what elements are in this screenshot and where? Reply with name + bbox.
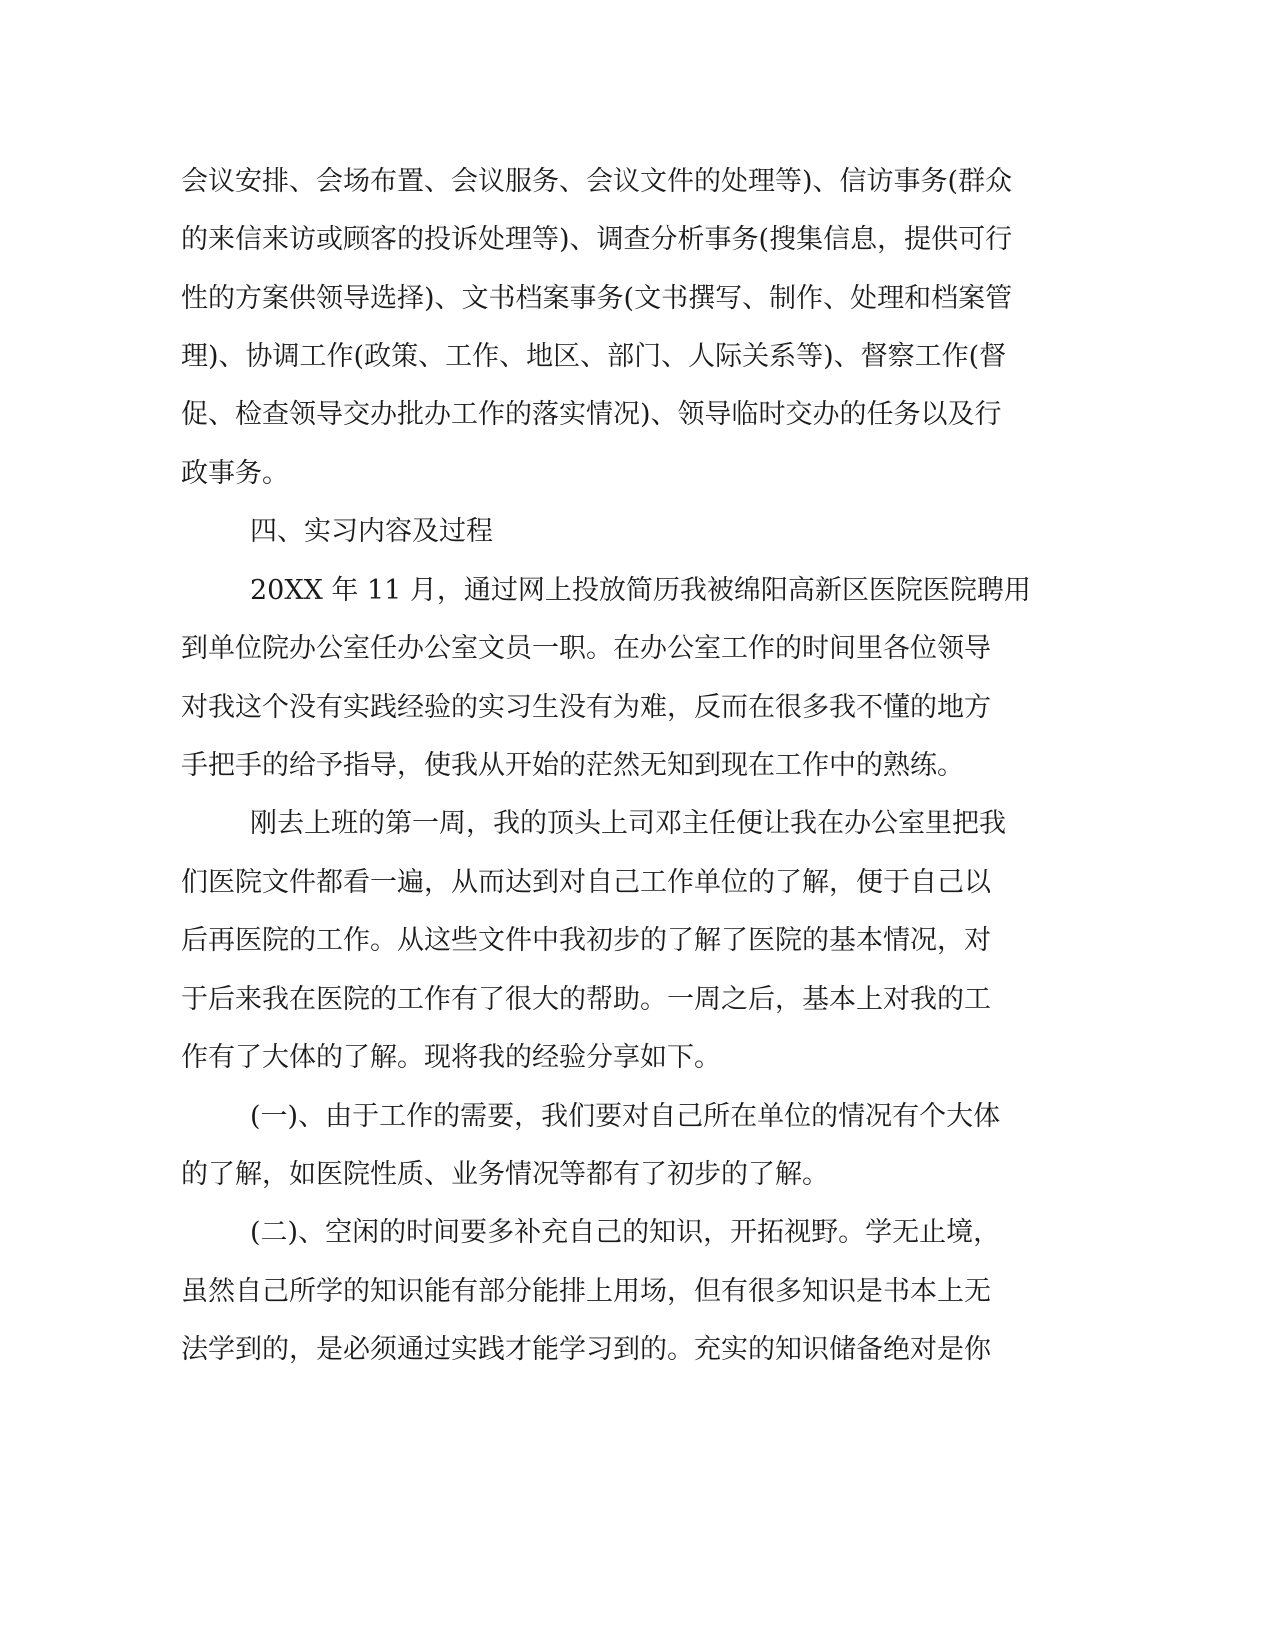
text-line: 虽然自己所学的知识能有部分能排上用场，但有很多知识是书本上无 — [181, 1276, 991, 1307]
text-line: 理)、协调工作(政策、工作、地区、部门、人际关系等)、督察工作(督 — [181, 341, 1007, 372]
text-line: 对我这个没有实践经验的实习生没有为难，反而在很多我不懂的地方 — [181, 692, 991, 723]
text-line: 法学到的，是必须通过实践才能学习到的。充实的知识储备绝对是你 — [181, 1334, 991, 1365]
text-line: 20XX 年 11 月，通过网上投放简历我被绵阳高新区医院医院聘用 — [250, 575, 1031, 606]
text-line: 政事务。 — [181, 458, 289, 489]
text-line: 的来信来访或顾客的投诉处理等)、调查分析事务(搜集信息，提供可行 — [181, 224, 1013, 255]
text-line: 的了解，如医院性质、业务情况等都有了初步的了解。 — [181, 1159, 829, 1190]
text-line: (一)、由于工作的需要，我们要对自己所在单位的情况有个大体 — [250, 1101, 1001, 1132]
text-line: 促、检查领导交办批办工作的落实情况)、领导临时交办的任务以及行 — [181, 399, 1002, 430]
text-line: 们医院文件都看一遍，从而达到对自己工作单位的了解，便于自己以 — [181, 867, 991, 898]
section-heading: 四、实习内容及过程 — [250, 516, 493, 547]
text-line: 于后来我在医院的工作有了很大的帮助。一周之后，基本上对我的工 — [181, 984, 991, 1015]
text-line: 作有了大体的了解。现将我的经验分享如下。 — [181, 1042, 721, 1073]
text-line: 会议安排、会场布置、会议服务、会议文件的处理等)、信访事务(群众 — [181, 166, 1013, 197]
text-line: 手把手的给予指导，使我从开始的茫然无知到现在工作中的熟练。 — [181, 750, 964, 781]
text-line: (二)、空闲的时间要多补充自己的知识，开拓视野。学无止境， — [250, 1217, 1001, 1248]
text-line: 到单位院办公室任办公室文员一职。在办公室工作的时间里各位领导 — [181, 633, 991, 664]
text-line: 性的方案供领导选择)、文书档案事务(文书撰写、制作、处理和档案管 — [181, 283, 1013, 314]
text-line: 刚去上班的第一周，我的顶头上司邓主任便让我在办公室里把我 — [250, 808, 1006, 839]
text-line: 后再医院的工作。从这些文件中我初步的了解了医院的基本情况，对 — [181, 925, 991, 956]
